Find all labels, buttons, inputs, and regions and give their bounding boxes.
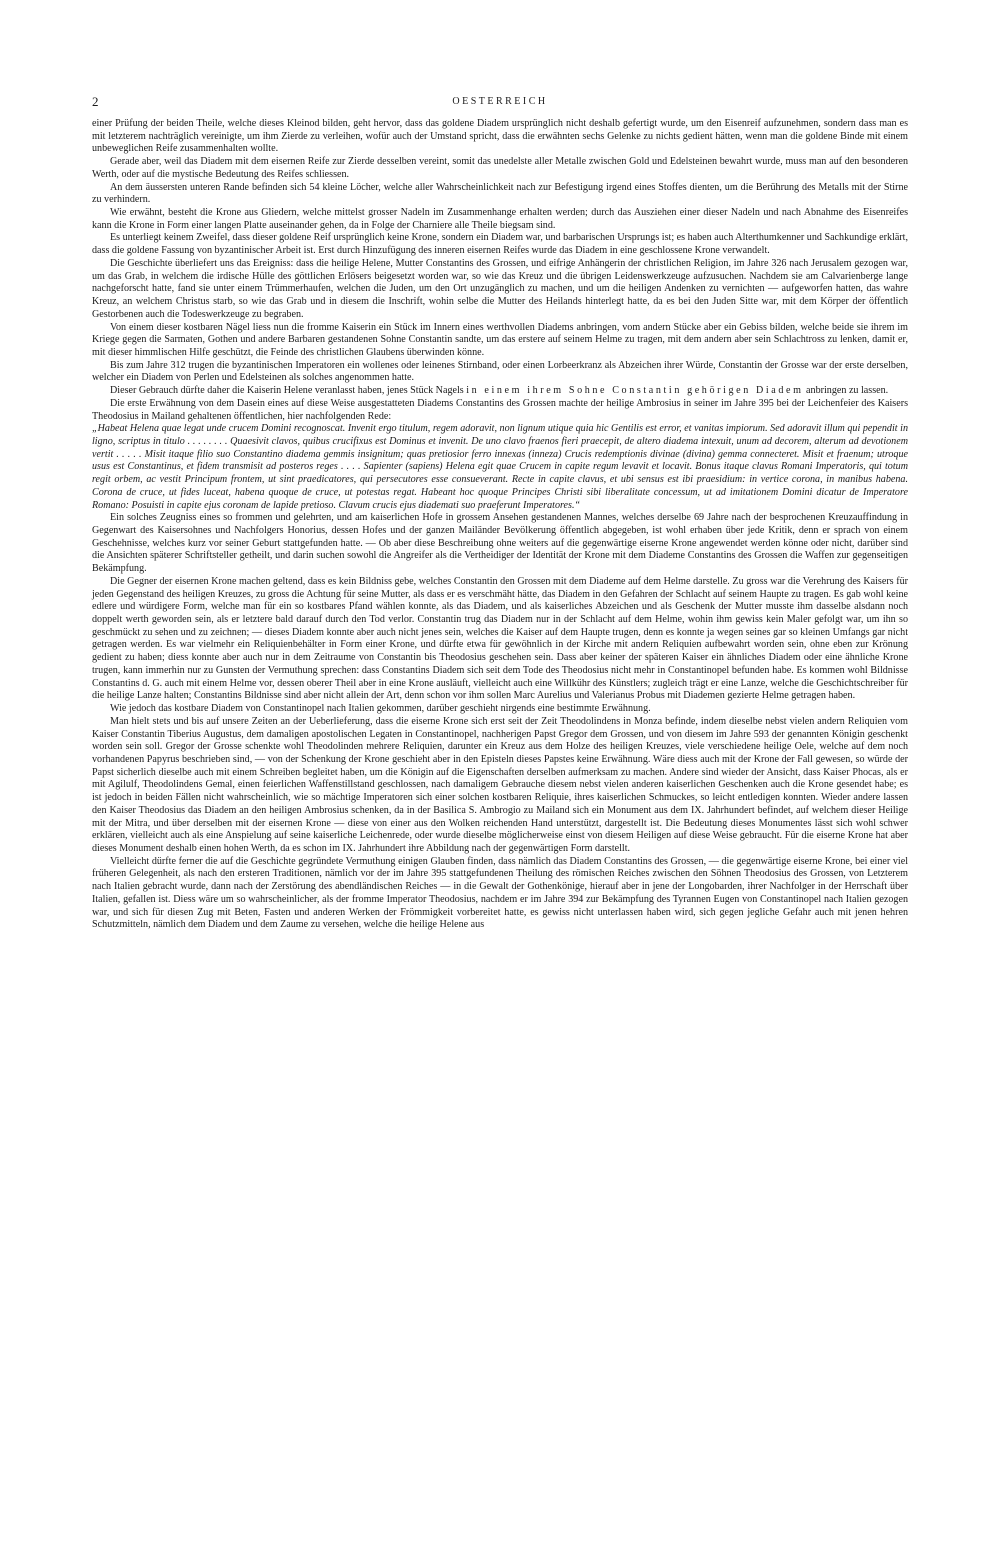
paragraph-text: Dieser Gebrauch dürfte daher die Kaiserin Helene veranlasst haben, jenes Stück Nagels (110, 385, 467, 397)
paragraph: Ein solches Zeugniss eines so frommen und gelehrten, und am kaiserlichen Hofe in grossem Ansehen gestandenen Mannes, welches derselbe 69 Jahre nach der besprochenen Kreuzauffindung in Gegenwart des Kaisersohnes und Nachfolgers Honorius, dessen Hofes und der ganzen Mailänder Bevölkerung öffentlich abgegeben, ist wohl erhaben über jede Kritik, denn er sprach von einem Geschehnisse, welches kurz vor seiner Geburt stattgefunden hatte. — Ob aber diese Beschreibung ohne weiters auf die gegenwärtige eiserne Krone angewendet werden könne oder nicht, darüber sind die Ansichten späterer Schriftsteller getheilt, und darin suchen sowohl die Angreifer als die Vertheidiger der Identität der Krone mit dem Diademe Constantins des Grossen die Waffen zur gegenseitigen Bekämpfung. (92, 512, 908, 575)
paragraph: Es unterliegt keinem Zweifel, dass dieser goldene Reif ursprünglich keine Krone, sondern ein Diadem war, und barbarischen Ursprungs ist; es haben auch Alterthumkenner und Sachkundige erklärt, dass die goldene Fassung von byzantinischer Arbeit ist. Erst durch Hinzufügung des inneren eisernen Reifes wurde das Diadem in eine geschlossene Krone verwandelt. (92, 232, 908, 257)
paragraph: Gerade aber, weil das Diadem mit dem eisernen Reife zur Zierde desselben vereint, somit das unedelste aller Metalle zwischen Gold und Edelsteinen bewahrt wurde, muss man auf den besonderen Werth, oder auf die mystische Bedeutung des Reifes schliessen. (92, 156, 908, 180)
paragraph (92, 385, 908, 398)
paragraph: Die Gegner der eisernen Krone machen geltend, dass es kein Bildniss gebe, welches Constantin den Grossen mit dem Diademe auf dem Helme darstelle. Zu gross war die Verehrung des Kaisers für jeden Gegenstand des heiligen Kreuzes, zu gross die Achtung für seine Mutter, als dass er es verschmäht hätte, das Diadem in den Gefahren der Schlacht auf seinem Haupte zu tragen. Es gab wohl keine edlere und würdigere Form, welche man für ein so kostbares Pfand wählen konnte, als das Diadem, und als kaiserliches Abzeichen und als Geschenk der Mutter musste ihm dasselbe alsdann noch doppelt werth geworden sein, als er letztere bald darauf durch den Tod verlor. Constantin trug das Diadem nur in der Schlacht auf dem Helme, wohin ihm gewiss kein Maler gefolgt war, um ihn so geschmückt zu sehen und zu zeichnen; — dieses Diadem konnte aber auch nicht jenes sein, welches die Kaiser auf dem Haupte trugen, denn es konnte ja wegen seines gar so kleinen Umfangs gar nicht getragen werden. Es war vielmehr ein Reliquienbehälter in Form einer Krone, und dürfte etwa für gewöhnlich in der Kirche mit andern Reliquien aufbewahrt worden sein, ohne eben zur Krönung gedient zu haben; diess konnte aber auch nur in dem Zeitraume von Constantin bis Theodosius geschehen sein. Dass aber keiner der späteren Kaiser ein ähnliches Diadem oder eine ähnliche Krone trugen, kann immerhin nur zu Gunsten der Vermuthung sprechen: dass Constantins Diadem sich seit dem Tode des Theodosius nicht mehr in Constantinopel befunden habe. Es kommen wohl Bildnisse Constantins d. G. auch mit einem Helme vor, dessen oberer Theil aber in eine Krone ausläuft, vielleicht auch eine Willkühr des Künstlers; zugleich trägt er eine Lanze, welche die Geschichtschreiber für die heilige Lanze halten; Constantins Bildnisse sind aber nicht allein der Art, denn schon vor ihm sollen Marc Aurelius und Valerianus Probus mit Diademen gezierte Helme getragen haben. (92, 575, 908, 702)
paragraph: An dem äussersten unteren Rande befinden sich 54 kleine Löcher, welche aller Wahrscheinlichkeit nach zur Befestigung irgend eines Stoffes dienten, um die Berührung des Metalls mit der Stirne zu verhindern. (92, 181, 908, 206)
paragraph: Die erste Erwähnung von dem Dasein eines auf diese Weise ausgestatteten Diadems Constantins des Grossen machte der heilige Ambrosius in seiner im Jahre 395 bei der Leichenfeier des Kaisers Theodosius in Mailand gehaltenen öffentlichen, hier nachfolgenden Rede: (92, 397, 908, 422)
paragraph: Vielleicht dürfte ferner die auf die Geschichte gegründete Vermuthung einigen Glauben finden, dass nämlich das Diadem Constantins des Grossen, — die gegenwärtige eiserne Krone, bei einer viel früheren Gelegenheit, als nach den ersteren Traditionen, nämlich vor der im Jahre 395 stattgefundenen Theilung des römischen Reiches zwischen den Söhnen Theodosius des Grossen, von Letzterem nach Italien gebracht wurde, dann nach der Zerstörung des abendländischen Reiches — in die Gewalt der Gothenkönige, hierauf aber in jene der Longobarden, ihrer Nachfolger in der Herrschaft über Italien, gefallen ist. Diess wäre um so wahrscheinlicher, als der fromme Imperator Theodosius, nachdem er im Jahre 394 zur Bekämpfung des Tyrannen Eugen von Constantinopel nach Italien gezogen war, und sich für diesen Zug mit Beten, Fasten und anderen Werken der Frömmigkeit vorbereitet hatte, es gewiss nicht unterlassen haben wird, sich gegen jegliche Gefahr auch mit jenen hehren Schutzmitteln, nämlich dem Diadem und dem Zaume zu versehen, welche die heilige Helene aus (92, 855, 908, 931)
running-title: OESTERREICH (452, 96, 548, 107)
paragraph: Wie erwähnt, besteht die Krone aus Gliedern, welche mittelst grosser Nadeln im Zusammenhange erhalten werden; durch das Ausziehen einer dieser Nadeln und nach Abnahme des Eisenreifes kann die Krone in Form einer langen Platte auseinander gehen, da in Folge der Charniere alle Theile biegsam sind. (92, 207, 908, 231)
running-header (92, 94, 908, 114)
paragraph: Die Geschichte überliefert uns das Ereigniss: dass die heilige Helene, Mutter Constantins des Grossen, und eifrige Anhängerin der christlichen Religion, im Jahre 326 nach Jerusalem gezogen war, um das Grab, in welchem die irdische Hülle des göttlichen Erlösers beigesetzt worden war, so wie das Kreuz und die übrigen Leidenswerkzeuge aufzusuchen. Nachdem sie am Calvarienberge lange nachgeforscht hatte, fand sie unter einem Trümmerhaufen, welchen die Juden, um den Ort unzugänglich zu machen, und um die heiligen Andenken zu vernichten — aufgeworfen hatten, das wahre Kreuz, an welchem Christus starb, so wie das Grab und in diesem die Inschrift, wohin selbe die Mutter des Heilands hinterlegt hatte, da es bei den Juden Sitte war, mit dem Körper der öffentlich Gestorbenen auch die Todeswerkzeuge zu begraben. (92, 257, 908, 320)
page-number: 2 (92, 94, 99, 109)
paragraph-text: anbringen zu lassen. (803, 385, 889, 397)
latin-quotation: „Habeat Helena quae legat unde crucem Domini recognoscat. Invenit ergo titulum, regem adoravit, non lignum utique quia hic Gentilis est error, et vanitas impiorum. Sed adoravit illum qui pependit in ligno, scriptus in titulo . . . . . . . . Quaesivit clavos, quibus crucifixus est Dominus et invenit. De uno clavo fraenos fieri praecepit, de altero diadema intexuit, unum ad decorem, alterum ad devotionem vertit . . . . . Misit itaque filio suo Constantino diadema gemmis insignitum; quas pretiosior ferro innexas (inneza) Crucis redemptionis divinae (divina) gemma connecteret. Misit et fraenum; utroque usus est Constantinus, et fidem transmisit ad posteros reges . . . . Sapienter (sapiens) Helena egit quae Crucem in capite regum levavit et locavit. Bonus itaque clavus Romani Imperatoris, qui totum regit orbem, ac vestit Principum frontem, ut sint praedicatores, qui persecutores esse consueverant. Recte in capite clavus, et ubi sensus est ibi praesidium: in vertice corona, in manibus habena. Corona de cruce, ut fides luceat, habena quoque de cruce, ut potestas regat. Habeant hoc quoque Principes Christi sibi liberalitate concessum, ut ad imitationem Domini dicatur de Imperatore Romano: Posuisti in capite ejus coronam de lapide pretioso. Clavum crucis ejus diademati suo praeferunt Imperatores.“ (92, 423, 908, 511)
emphasized-text: in einem ihrem Sohne Constantin gehörigen Diadem (466, 385, 804, 397)
paragraph: Man hielt stets und bis auf unsere Zeiten an der Ueberlieferung, dass die eiserne Krone sich erst seit der Zeit Theodolindens in Monza befinde, indem dieselbe nebst vielen andern Reliquien vom Kaiser Constantin Tiberius Augustus, dem damaligen apostolischen Legaten in Constantinopel, nachherigen Papst Gregor dem Grossen, und von diesem im Jahre 593 der genannten Königin geschenkt worden sein soll. Gregor der Grosse schenkte wohl Theodolinden mehrere Reliquien, darunter ein Kreuz aus dem Holze des heiligen Kreuzes, viele verschiedene heilige Oele, welche auf dem noch vorhandenen Papyrus beschrieben sind, — von der Schenkung der Krone geschieht aber in den Episteln dieses Papstes keine Erwähnung. Wäre diess auch mit der Krone der Fall gewesen, so würde der Papst sicherlich dieselbe auch mit einem Schreiben begleitet haben, um die Königin auf die Eigenschaften derselben aufmerksam zu machen. Andere sind wieder der Ansicht, dass Kaiser Phocas, als er mit Agilulf, Theodolindens Gemal, einen feierlichen Waffenstillstand geschlossen, nach damaligem Gebrauche diesem nebst vielen anderen kaiserlichen Geschenken auch die Krone gesendet habe; es ist jedoch in beiden Fällen nicht wahrscheinlich, wie so mächtige Imperatoren sich einer solchen kostbaren Reliquie, ihres kaiserlichen Schmuckes, so leicht entledigen konnten. Wieder andere lassen den Kaiser Theodosius das Diadem an den heiligen Ambrosius schenken, da in der Basilica S. Ambrogio zu Mailand sich ein Monument aus dem IX. Jahrhundert befindet, auf welchem dieser Heilige mit der Mitra, und über derselben mit der eisernen Krone — diese von einer aus den Wolken reichenden Hand unterstützt, dargestellt ist. Die Bedeutung dieses Monumentes lässt sich wohl schwer erklären, vielleicht auch als eine Anspielung auf seine kaiserliche Leichenrede, oder wurde dieselbe möglicherweise einst von diesem Heiligen auf diese Weise gebraucht. Für die eiserne Krone hat aber dieses Monument deshalb einen hohen Werth, da es schon im IX. Jahrhundert ihre Abbildung nach der gegenwärtigen Form darstellt. (92, 715, 908, 854)
paragraph: Bis zum Jahre 312 trugen die byzantinischen Imperatoren ein wollenes oder leinenes Stirnband, oder einen Lorbeerkranz als Abzeichen ihrer Würde, Constantin der Grosse war der erste derselben, welcher ein Diadem von Perlen und Edelsteinen als solches angenommen hatte. (92, 359, 908, 384)
paragraph: Wie jedoch das kostbare Diadem von Constantinopel nach Italien gekommen, darüber geschieht nirgends eine bestimmte Erwähnung. (110, 703, 651, 715)
body-text (92, 118, 908, 932)
paragraph: Von einem dieser kostbaren Nägel liess nun die fromme Kaiserin ein Stück im Innern eines werthvollen Diadems anbringen, vom andern Stücke aber ein Gebiss bilden, welche beide sie ihrem im Kriege gegen die Sarmaten, Gothen und andere Barbaren gestandenen Sohne Constantin sandte, um das erstere auf seinem Helme zu tragen, mit dem andern aber sein Schlachtross zu lenken, damit er, mit dieser himmlischen Hilfe geschützt, die Feinde des christlichen Glaubens überwinden könne. (92, 321, 908, 358)
paragraph: einer Prüfung der beiden Theile, welche dieses Kleinod bilden, geht hervor, dass das goldene Diadem ursprünglich nicht deshalb gefertigt wurde, um den Eisenreif aufzunehmen, sondern dass man es mit letzterem nachträglich vereinigte, um ihm Zierde zu verleihen, wofür auch der Umstand spricht, dass die erwähnten sechs Gelenke zu nichts gedient hätten, wenn man die goldene Binde mit einem unbeweglichen Reife zusammenhalten wollte. (92, 118, 908, 155)
